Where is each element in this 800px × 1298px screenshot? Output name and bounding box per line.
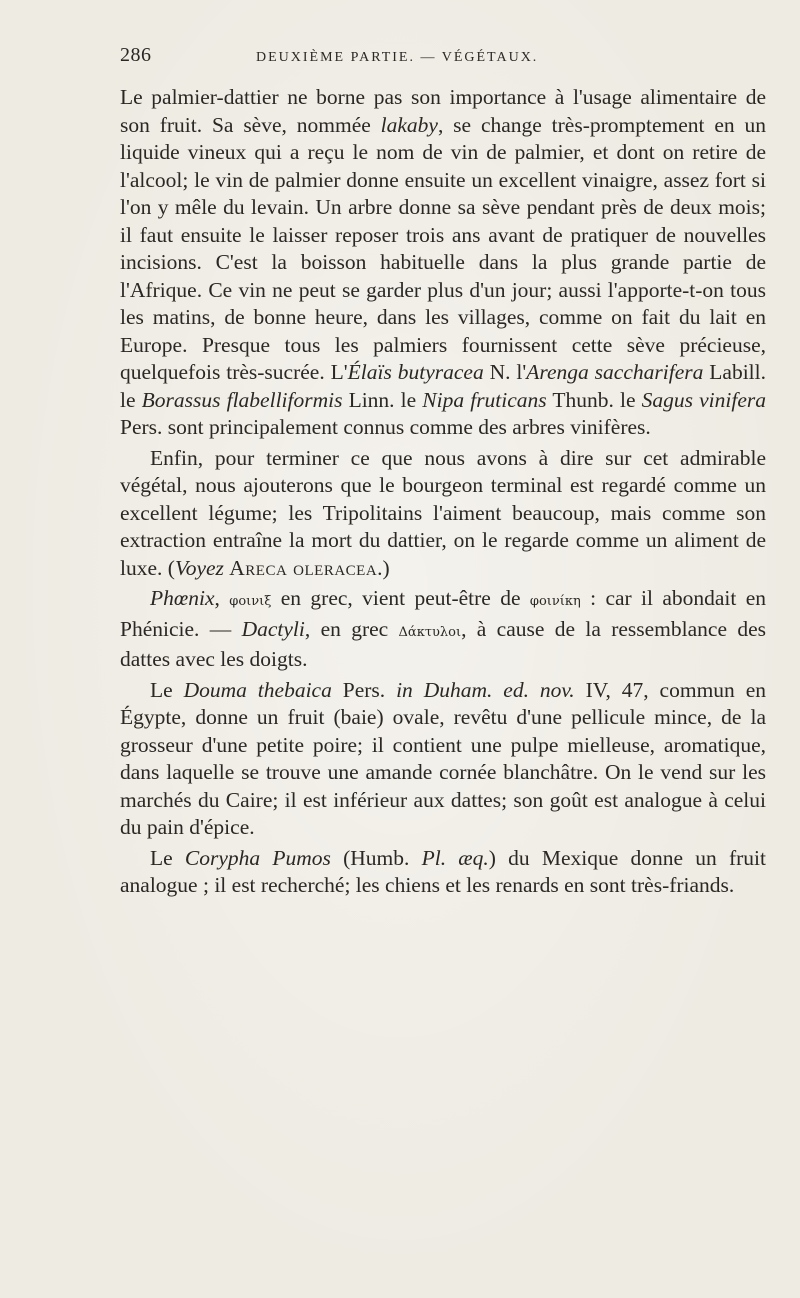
latin-term: Dactyli	[241, 616, 305, 641]
text-run: .)	[377, 555, 390, 580]
text-run: Enfin, pour terminer ce que nous avons à dire sur cet admirable végétal, nous ajouterons que le bourgeon terminal est regardé comme un excellent légume; les Tripolitains l'aiment beaucoup, mais comme son extraction entraîne la mort du dattier, on le regarde comme un aliment de luxe. (	[120, 445, 766, 580]
page-header	[120, 44, 766, 84]
text-run: Le	[150, 677, 184, 702]
species-name: Corypha Pumos	[184, 845, 331, 870]
genus-name: Phœnix	[150, 586, 215, 610]
text-run: Pers. sont principalement connus comme des arbres vinifères.	[120, 415, 651, 439]
text-run: Pers.	[331, 677, 397, 702]
citation: in Duham. ed. nov.	[396, 677, 575, 702]
paragraph-terminal-bud	[120, 445, 766, 583]
text-run: N. l'	[483, 360, 527, 384]
species-name: Sagus vinifera	[641, 387, 766, 412]
text-run: , en grec	[304, 616, 399, 641]
text-run: Thunb. le	[546, 387, 642, 412]
paragraph-corypha	[120, 845, 766, 900]
text-run: ) du Mexique donne un fruit analogue ; il est recherché; les chiens et les renards en sont très-friands.	[120, 845, 766, 897]
text-run: en grec, vient peut-être de	[271, 586, 530, 610]
species-name: Nipa fruticans	[422, 387, 547, 412]
citation: Pl. æq.	[421, 845, 489, 870]
italic-term: lakaby	[380, 112, 438, 137]
species-name: Élaïs butyracea	[347, 360, 484, 384]
greek-word: φοινίκη	[529, 594, 581, 609]
paragraph-douma	[120, 677, 766, 842]
text-run: Le palmier-dattier ne borne pas son importance à l'usage alimentaire de son fruit. Sa sève, nommée	[120, 85, 766, 137]
text-run: Linn. le	[342, 387, 423, 412]
paragraph-etymology	[120, 585, 766, 674]
text-run: IV, 47, commun en Égypte, donne un fruit (baie) ovale, revêtu d'une pellicule mince, de la grosseur d'une petite poire; il contient une pulpe mielleuse, aromatique, dans laquelle se trouve une amande cornée blanchâtre. On le vend sur les marchés du Caire; il est inférieur aux dattes; son goût est analogue à celui du pain d'épice.	[120, 677, 766, 839]
paragraph-palm-sap	[120, 84, 766, 442]
species-name: Borassus flabelliformis	[141, 387, 343, 412]
text-run: : car il abondait en Phénicie. —	[120, 586, 767, 641]
greek-word: φοινιξ	[229, 594, 272, 609]
cross-reference-target: Areca oleracea	[229, 555, 378, 580]
text-run: Le	[150, 845, 185, 870]
running-head: DEUXIÈME PARTIE. — VÉGÉTAUX.	[256, 50, 539, 65]
page-number: 286	[120, 44, 152, 66]
species-name: Douma thebaica	[183, 677, 332, 702]
text-run: (Humb.	[330, 845, 422, 870]
text-run: Labill. le	[120, 360, 767, 412]
species-name: Arenga saccharifera	[526, 360, 704, 384]
greek-word: Δάκτυλοι	[398, 624, 462, 640]
text-run: ,	[214, 586, 230, 610]
text-run: , à cause de la ressemblance des dattes avec les doigts.	[120, 616, 766, 671]
cross-reference-label: Voyez	[174, 555, 224, 580]
text-run: , se change très-promptement en un liquide vineux qui a reçu le nom de vin de palmier, et dont on retire de l'alcool; le vin de palmier donne ensuite un excellent vinaigre, assez fort si l'on y mêle du levain. Un arbre donne sa sève pendant près de deux mois; il faut ensuite le laisser reposer trois ans avant de pratiquer de nouvelles incisions. C'est la boisson habituelle dans la plus grande partie de l'Afrique. Ce vin ne peut se garder plus d'un jour; aussi l'apporte-t-on tous les matins, de bonne heure, dans les villages, comme on fait du lait en Europe. Presque tous les palmiers fournissent cette sève précieuse, quelquefois très-sucrée. L'	[120, 112, 767, 384]
body-text	[120, 84, 766, 900]
